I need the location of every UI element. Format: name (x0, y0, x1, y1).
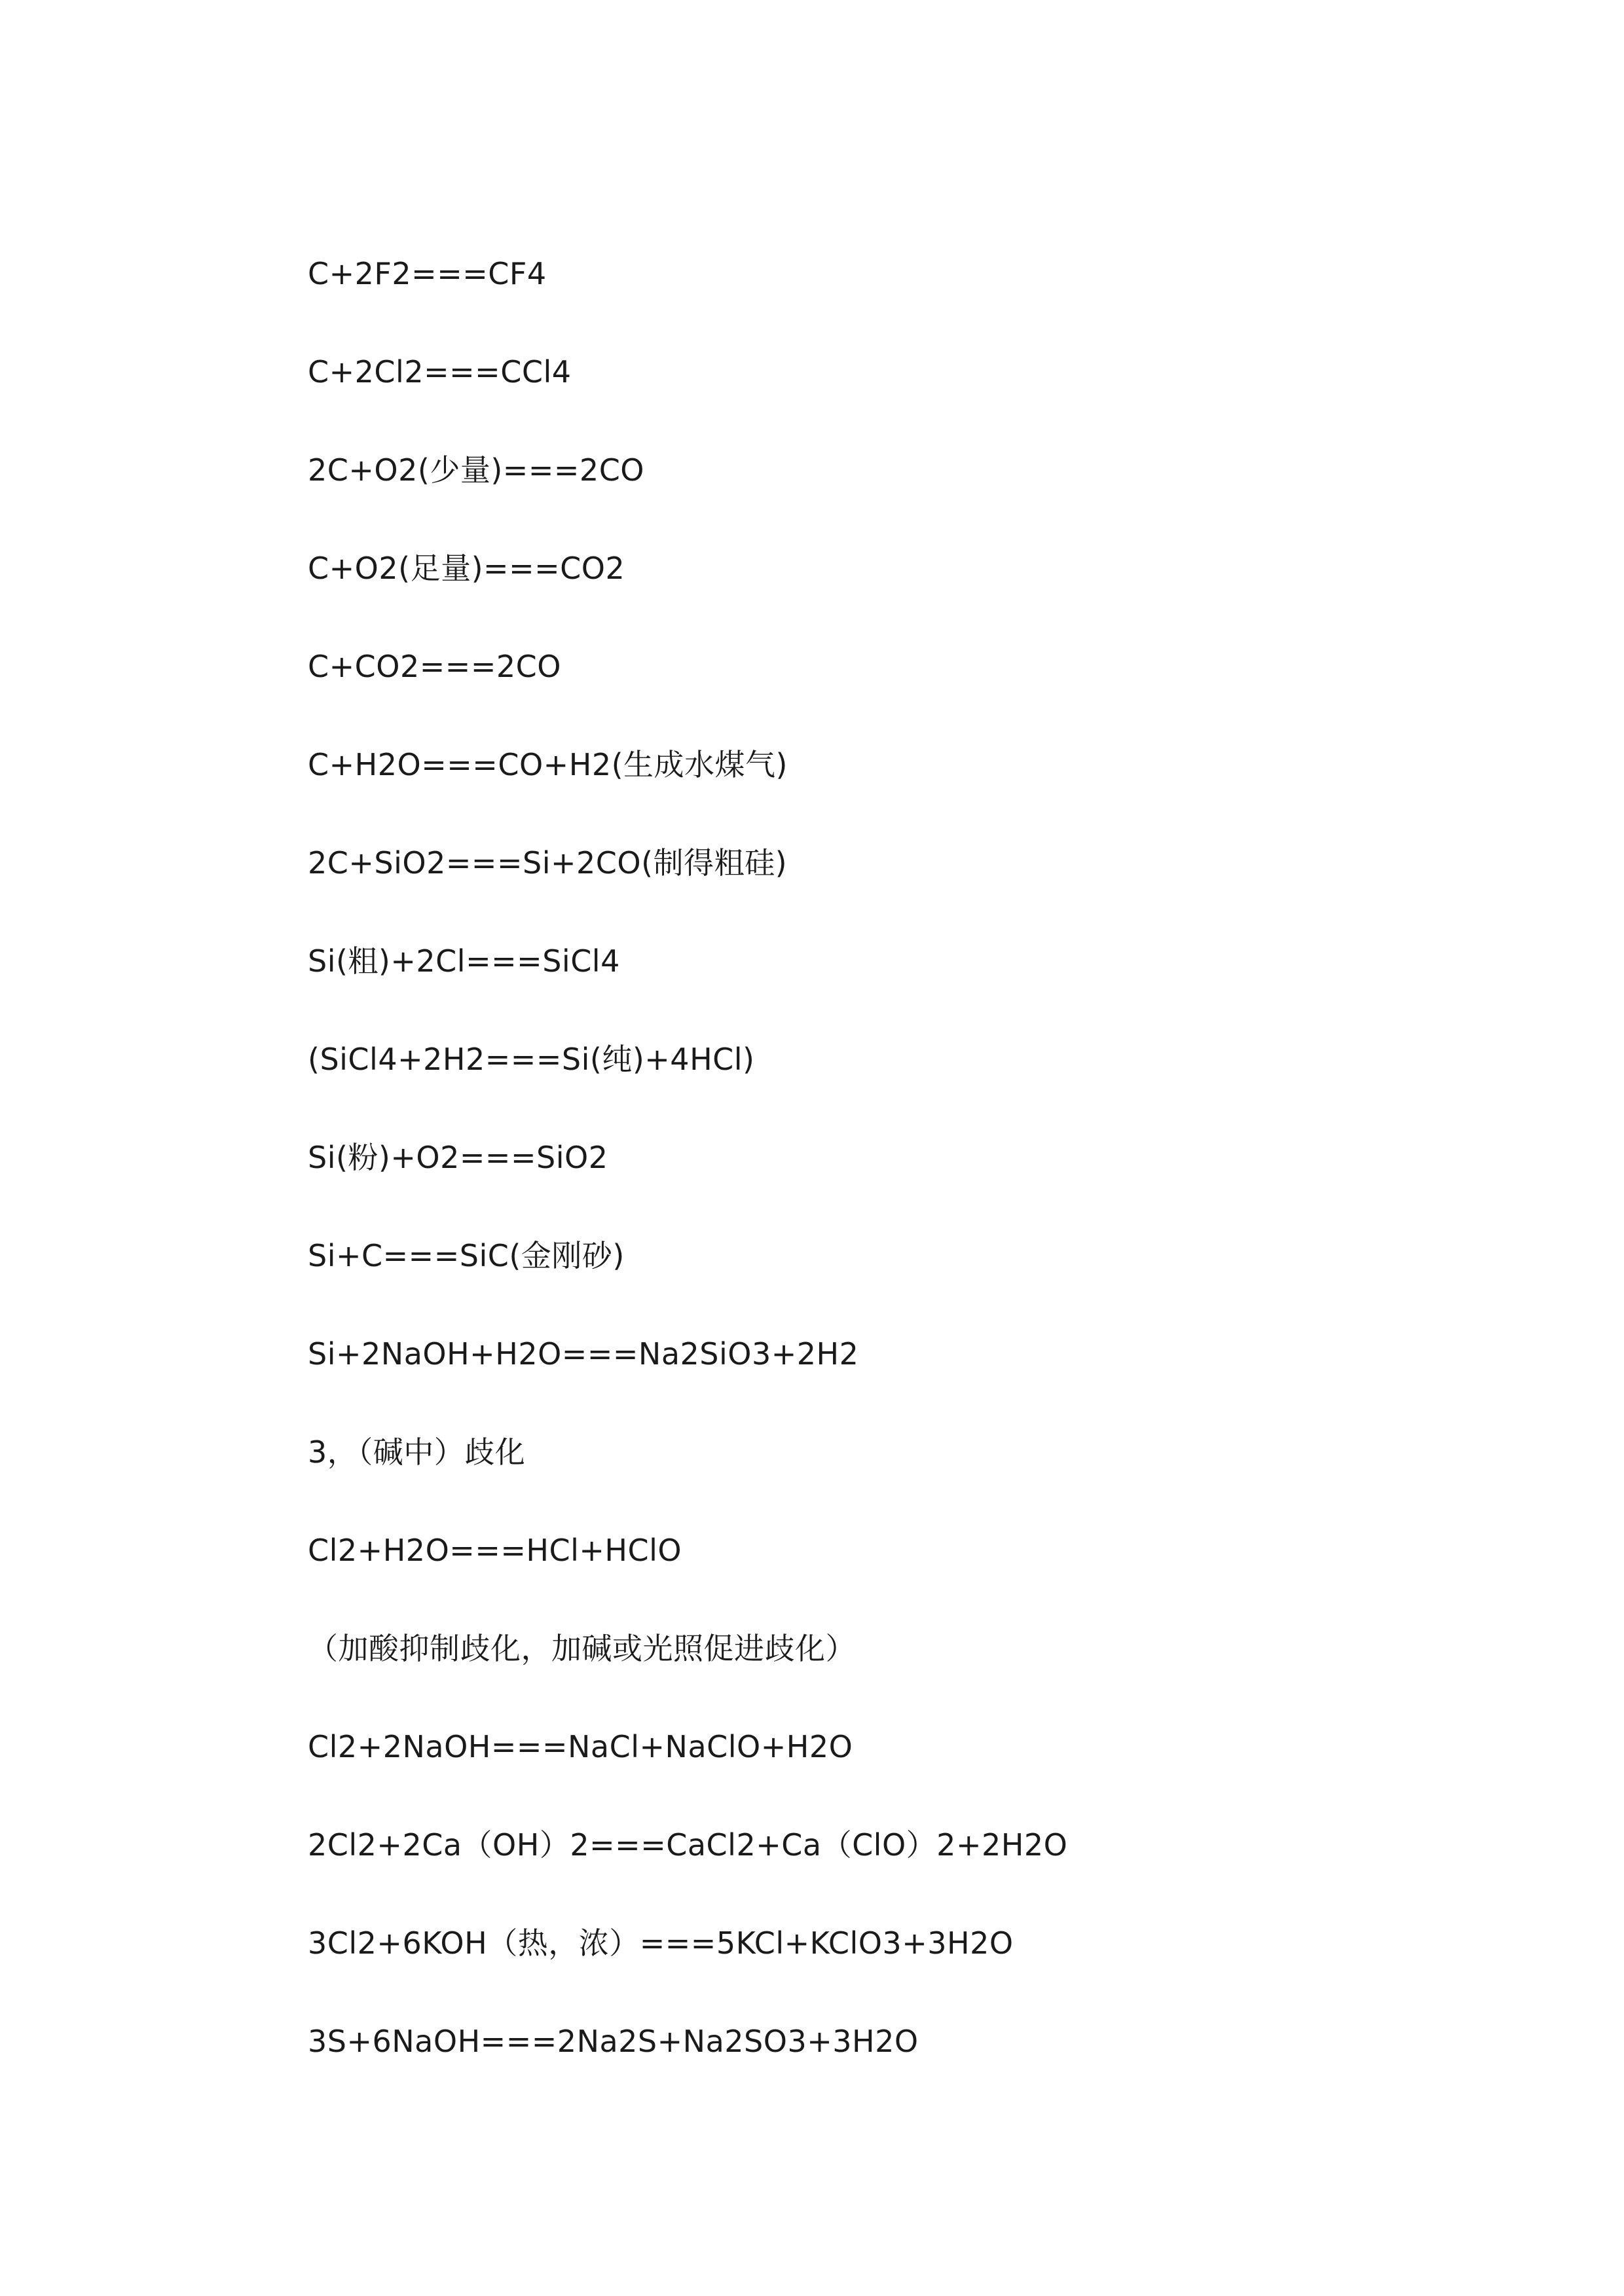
equation-line: C+O2(足量)===CO2 (308, 551, 625, 586)
equation-line: 2C+SiO2===Si+2CO(制得粗硅) (308, 845, 788, 881)
equation-line: C+H2O===CO+H2(生成水煤气) (308, 747, 788, 782)
section-heading: 3，（碱中）歧化 (308, 1434, 526, 1470)
equation-line: 3Cl2+6KOH（热，浓）===5KCl+KClO3+3H2O (308, 1925, 1014, 1961)
equation-line: C+2F2===CF4 (308, 256, 547, 291)
equation-line: (SiCl4+2H2===Si(纯)+4HCl) (308, 1042, 755, 1077)
equation-line: Si(粉)+O2===SiO2 (308, 1140, 608, 1175)
equation-line: Cl2+2NaOH===NaCl+NaClO+H2O (308, 1729, 853, 1764)
equation-line: Cl2+H2O===HCl+HClO (308, 1533, 682, 1568)
equation-line: 2Cl2+2Ca（OH）2===CaCl2+Ca（ClO）2+2H2O (308, 1827, 1068, 1863)
equation-line: C+2Cl2===CCl4 (308, 354, 572, 390)
equation-line: Si+C===SiC(金刚砂) (308, 1238, 625, 1273)
equation-line: C+CO2===2CO (308, 649, 561, 684)
note-line: （加酸抑制歧化，加碱或光照促进歧化） (308, 1631, 856, 1666)
equation-line: 2C+O2(少量)===2CO (308, 452, 645, 488)
equation-line: Si(粗)+2Cl===SiCl4 (308, 943, 620, 979)
equation-line: Si+2NaOH+H2O===Na2SiO3+2H2 (308, 1336, 859, 1372)
equation-line: 3S+6NaOH===2Na2S+Na2SO3+3H2O (308, 2024, 919, 2059)
